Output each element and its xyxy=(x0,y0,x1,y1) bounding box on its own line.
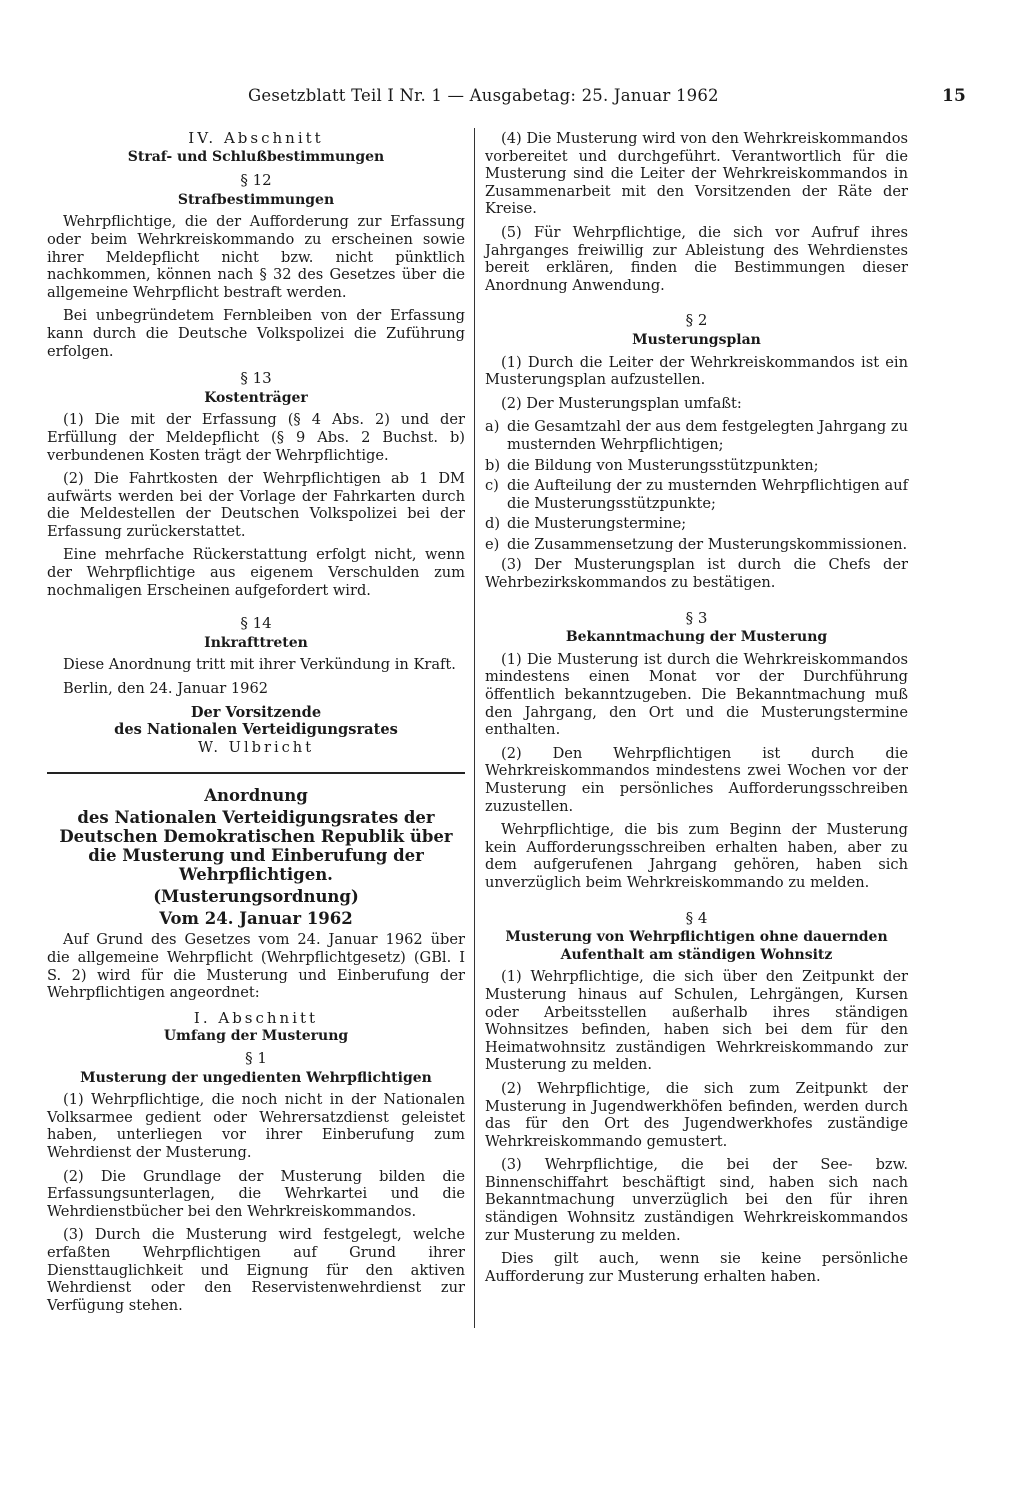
paragraph-title: Bekanntmachung der Musterung xyxy=(565,629,828,646)
paragraph-number: § 3 xyxy=(685,608,708,627)
paragraph-number: § 12 xyxy=(240,171,272,190)
paragraph-number: § 13 xyxy=(240,369,272,388)
body-text: (4) Die Musterung wird von den Wehrkreiskommandos vorbereitet und durchgeführt. Verantwortlich für die Musterung sind die Leiter der Wehrkreiskommandos in Zusammenarbeit mit den Vorsitzenden der Räte der Kreise. xyxy=(485,130,908,218)
list-label: c) xyxy=(485,477,499,495)
paragraph-title: Inkrafttreten xyxy=(204,634,308,651)
paragraph-title: Strafbestimmungen xyxy=(177,191,335,208)
list-text: die Zusammensetzung der Musterungskommissionen. xyxy=(507,535,908,553)
decree-subtitle: (Musterungsordnung) xyxy=(153,887,359,907)
list-text: die Musterungstermine; xyxy=(507,515,687,533)
right-column xyxy=(485,130,908,1291)
list-label: a) xyxy=(485,418,500,436)
section-heading: IV. Abschnitt xyxy=(188,129,324,147)
body-text: Wehrpflichtige, die der Aufforderung zur Erfassung oder beim Wehrkreiskommando zu erscheinen sowie ihrer Meldepflicht nicht bzw. nicht pünktlich nachkommen, können nach § 32 des Gesetzes über die allgemeine Wehrpflicht bestraft werden. xyxy=(47,213,465,301)
paragraph-number: § 4 xyxy=(685,908,708,927)
body-text: (3) Durch die Musterung wird festgelegt, welche erfaßten Wehrpflichtigen auf Grund ihrer Diensttauglichkeit und Eignung für den aktiven Wehrdienst oder den Reservistenwehrdienst zur Verfügung stehen. xyxy=(47,1226,465,1314)
body-text: (1) Durch die Leiter der Wehrkreiskommandos ist ein Musterungsplan aufzustellen. xyxy=(485,353,908,389)
signature-role: des Nationalen Verteidigungsrates xyxy=(114,721,398,739)
body-text: (3) Der Musterungsplan ist durch die Chefs der Wehrbezirkskommandos zu bestätigen. xyxy=(485,556,908,592)
column-divider xyxy=(474,128,475,1328)
decree-title: Anordnung xyxy=(204,786,308,806)
left-column xyxy=(47,130,465,1320)
place-date: Berlin, den 24. Januar 1962 xyxy=(63,680,269,698)
signature-role: Der Vorsitzende xyxy=(190,703,322,721)
page-number: 15 xyxy=(941,86,966,106)
decree-title: des Nationalen Verteidigungsrates der Deutschen Demokratischen Republik über die Musterung und Einberufung der Wehrpflichtigen. xyxy=(59,808,453,885)
body-text: Eine mehrfache Rückerstattung erfolgt nicht, wenn der Wehrpflichtige aus eigenem Verschulden zum nochmaligen Erscheinen aufgefordert wird. xyxy=(47,546,465,599)
paragraph-number: § 14 xyxy=(240,614,272,633)
paragraph-number: § 2 xyxy=(685,311,708,330)
signature-name: W. Ulbricht xyxy=(197,738,315,756)
body-text: (1) Die mit der Erfassung (§ 4 Abs. 2) und der Erfüllung der Meldepflicht (§ 9 Abs. 2 Buchst. b) verbundenen Kosten trägt der Wehrpflichtige. xyxy=(47,411,465,464)
list-item xyxy=(485,536,908,554)
paragraph-title: Musterungsplan xyxy=(632,331,761,348)
running-title: Gesetzblatt Teil I Nr. 1 — Ausgabetag: 25. Januar 1962 xyxy=(248,86,719,105)
list-text: die Bildung von Musterungsstützpunkten; xyxy=(507,456,819,474)
body-text: (3) Wehrpflichtige, die bei der See- bzw. Binnenschiffahrt beschäftigt sind, haben sich nach Bekanntmachung unverzüglich bei den für ihren ständigen Wohnsitz zuständigen Wehrkreiskommandos zur Musterung zu melden. xyxy=(485,1156,908,1244)
list-text: die Aufteilung der zu musternden Wehrpflichtigen auf die Musterungsstützpunkte; xyxy=(507,477,908,512)
body-text: (2) Den Wehrpflichtigen ist durch die Wehrkreiskommandos mindestens zwei Wochen vor der Musterung ein persönliches Aufforderungsschreiben zuzustellen. xyxy=(485,744,908,815)
list-text: die Gesamtzahl der aus dem festgelegten Jahrgang zu musternden Wehrpflichtigen; xyxy=(507,418,908,453)
body-text: (5) Für Wehrpflichtige, die sich vor Aufruf ihres Jahrganges freiwillig zur Ableistung des Wehrdienstes bereit erklären, finden die Bestimmungen dieser Anordnung Anwendung. xyxy=(485,223,908,294)
running-header xyxy=(248,86,966,106)
body-text: Diese Anordnung tritt mit ihrer Verkündung in Kraft. xyxy=(63,656,456,674)
body-text: (2) Die Grundlage der Musterung bilden die Erfassungsunterlagen, die Wehrkartei und die Wehrdienstbücher bei den Wehrkreiskommandos. xyxy=(47,1167,465,1220)
list-label: e) xyxy=(485,535,500,553)
body-text: (2) Die Fahrtkosten der Wehrpflichtigen ab 1 DM aufwärts werden bei der Vorlage der Fahrkarten durch die Meldestellen der Deutschen Volkspolizei bei der Erfassung zurückerstattet. xyxy=(47,470,465,540)
list-label: b) xyxy=(485,456,501,474)
paragraph-title: Musterung der ungedienten Wehrpflichtigen xyxy=(80,1069,432,1086)
section-heading: I. Abschnitt xyxy=(193,1008,319,1027)
list-item xyxy=(485,515,908,533)
body-text: (2) Wehrpflichtige, die sich zum Zeitpunkt der Musterung in Jugendwerkhöfen befinden, werden durch das für den Ort des Jugendwerkhofes zuständige Wehrkreiskommando gemustert. xyxy=(485,1079,908,1150)
body-text: Bei unbegründetem Fernbleiben von der Erfassung kann durch die Deutsche Volkspolizei die Zuführung erfolgen. xyxy=(47,307,465,360)
body-text: (1) Wehrpflichtige, die sich über den Zeitpunkt der Musterung hinaus auf Schulen, Lehrgängen, Kursen oder Arbeitsstellen außerhalb ihres ständigen Wohnsitzes befinden, haben sich bei dem für den Heimatwohnsitz zuständigen Wehrkreiskommando zur Musterung zu melden. xyxy=(485,968,908,1074)
body-text: (2) Der Musterungsplan umfaßt: xyxy=(501,394,742,412)
paragraph-number: § 1 xyxy=(245,1048,267,1067)
list-item xyxy=(485,477,908,512)
body-text: Auf Grund des Gesetzes vom 24. Januar 1962 über die allgemeine Wehrpflicht (Wehrpflichtgesetz) (GBl. I S. 2) wird für die Musterung und Einberufung der Wehrpflichtigen angeordnet: xyxy=(47,931,465,1002)
body-text: Dies gilt auch, wenn sie keine persönliche Aufforderung zur Musterung erhalten haben. xyxy=(485,1250,908,1285)
section-title: Straf- und Schlußbestimmungen xyxy=(127,148,385,165)
section-rule xyxy=(47,772,465,774)
body-text: (1) Die Musterung ist durch die Wehrkreiskommandos mindestens einen Monat vor der Durchführung öffentlich bekanntzugeben. Die Bekanntmachung muß den Jahrgang, den Ort und die Musterungstermine enthalten. xyxy=(485,650,908,739)
list-label: d) xyxy=(485,515,501,533)
list-item xyxy=(485,418,908,453)
paragraph-title: Kostenträger xyxy=(204,389,308,406)
decree-date: Vom 24. Januar 1962 xyxy=(159,909,353,929)
body-text: Wehrpflichtige, die bis zum Beginn der Musterung kein Aufforderungsschreiben erhalten haben, aber zu dem aufgerufenen Jahrgang gehören, haben sich unverzüglich beim Wehrkreiskommando zu melden. xyxy=(485,821,908,891)
section-title: Umfang der Musterung xyxy=(163,1028,349,1045)
body-text: (1) Wehrpflichtige, die noch nicht in der Nationalen Volksarmee gedient oder Wehrersatzdienst geleistet haben, unterliegen vor ihrer Einberufung zum Wehrdienst der Musterung. xyxy=(47,1091,465,1161)
list-item xyxy=(485,457,908,475)
paragraph-title: Musterung von Wehrpflichtigen ohne dauernden Aufenthalt am ständigen Wohnsitz xyxy=(505,929,888,963)
